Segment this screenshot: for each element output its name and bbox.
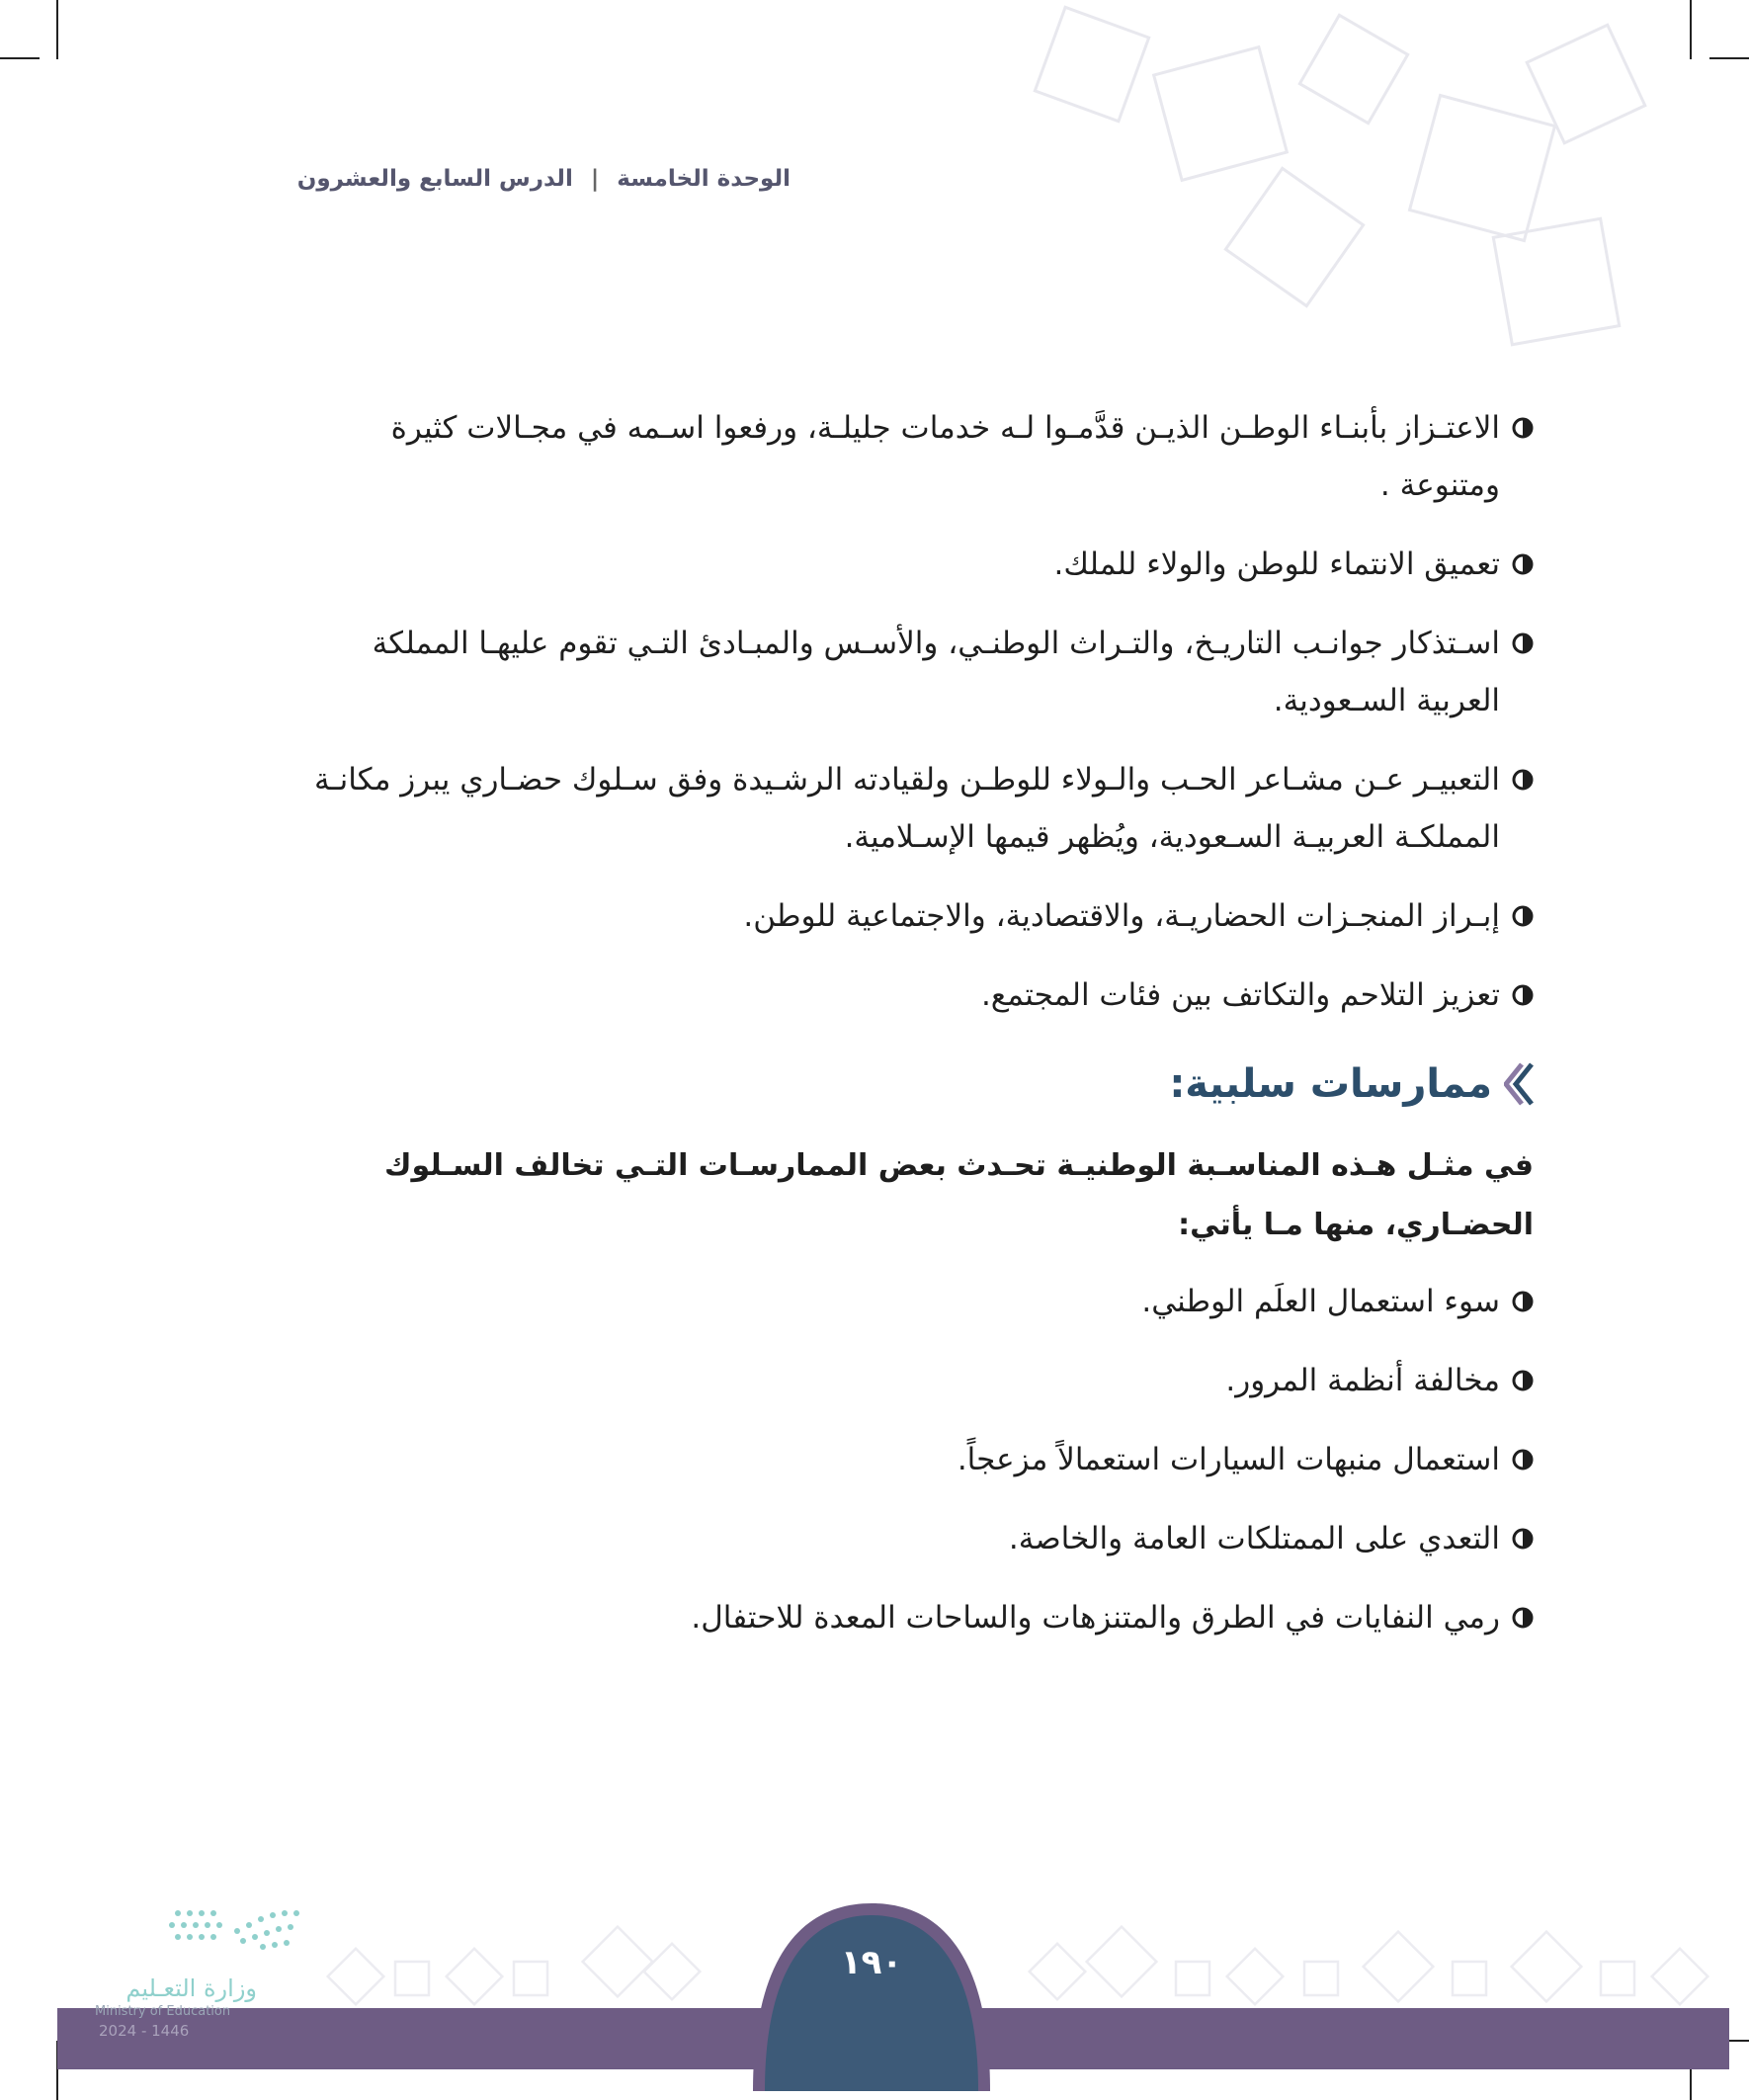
section-heading-text: ممارسات سلبية: (1169, 1061, 1492, 1107)
ministry-logo-text: وزارة التعـليم (125, 1974, 257, 2002)
list-item (283, 966, 1534, 1024)
header-separator: | (590, 166, 600, 192)
list-item-text: مخالفة أنظمة المرور. (1225, 1363, 1500, 1398)
page-number-tab (753, 1903, 990, 2091)
list-item-text: الاعتـزاز بأبنـاء الوطـن الذيـن قدَّمـوا لـه خدمات جليلـة، ورفعوا اسـمه في مجـالات كثيرة ومتنوعة . (390, 410, 1500, 503)
list-item-text: التعبيـر عـن مشـاعر الحـب والـولاء للوطـن ولقيادته الرشـيدة وفق سـلوك حضـاري يبرز مكانـة المملكـة العربيـة السـعودية، ويُظهر قيمها الإسـلامية. (313, 762, 1500, 855)
page-number: ١٩٠ (840, 1943, 903, 1982)
list-item (283, 1273, 1534, 1330)
ministry-logo-text-en: Ministry of Education (95, 2004, 231, 2019)
list-item-text: التعدي على الممتلكات العامة والخاصة. (1008, 1521, 1500, 1556)
positive-practices-list (283, 399, 1534, 1668)
lesson-title: الدرس السابع والعشرون (296, 166, 573, 192)
bullet-icon (1512, 1449, 1534, 1470)
bullet-icon (1512, 417, 1534, 439)
crop-mark (1690, 0, 1692, 59)
bullet-icon (1512, 984, 1534, 1006)
section-intro: في مثـل هـذه المناسـبة الوطنيـة تحـدث بعض الممارسـات التـي تخالف السـلوك الحضـاري، منها مـا يأتي: (384, 1148, 1534, 1242)
list-item-text: تعميق الانتماء للوطن والولاء للملك. (1053, 546, 1500, 582)
list-item (283, 1510, 1534, 1567)
bullet-icon (1512, 1528, 1534, 1550)
bullet-icon (1512, 553, 1534, 575)
list-item-text: سوء استعمال العلَم الوطني. (1141, 1284, 1500, 1319)
bullet-icon (1512, 769, 1534, 791)
list-item (283, 1589, 1534, 1646)
list-item (283, 751, 1534, 866)
double-chevron-icon (1504, 1062, 1534, 1106)
list-item (283, 887, 1534, 945)
crop-mark (56, 0, 58, 59)
list-item-text: إبـراز المنجـزات الحضاريـة، والاقتصادية، والاجتماعية للوطن. (743, 898, 1500, 934)
list-item (283, 1431, 1534, 1488)
list-item (283, 1352, 1534, 1409)
list-item (283, 536, 1534, 593)
list-item-text: رمي النفايات في الطرق والمتنزهات والساحات المعدة للاحتفال. (691, 1600, 1500, 1636)
crop-mark (0, 57, 40, 59)
bullet-icon (1512, 1370, 1534, 1391)
crop-mark (1709, 57, 1749, 59)
section-heading (283, 1061, 1534, 1107)
edition-year: 2024 - 1446 (99, 2022, 190, 2040)
list-item-text: استعمال منبهات السيارات استعمالاً مزعجاً. (957, 1442, 1500, 1477)
bullet-icon (1512, 905, 1534, 927)
list-item-text: تعزيز التلاحم والتكاتف بين فئات المجتمع. (980, 977, 1500, 1013)
bullet-icon (1512, 632, 1534, 654)
bullet-icon (1512, 1291, 1534, 1312)
list-item (283, 615, 1534, 729)
page-header (277, 166, 791, 192)
bullet-icon (1512, 1607, 1534, 1629)
list-item-text: اسـتذكار جوانـب التاريـخ، والتـراث الوطنـي، والأسـس والمبـادئ التـي تقوم عليهـا المملكة العربية السـعودية. (372, 626, 1500, 718)
list-item (283, 399, 1534, 514)
unit-title: الوحدة الخامسة (617, 166, 791, 192)
